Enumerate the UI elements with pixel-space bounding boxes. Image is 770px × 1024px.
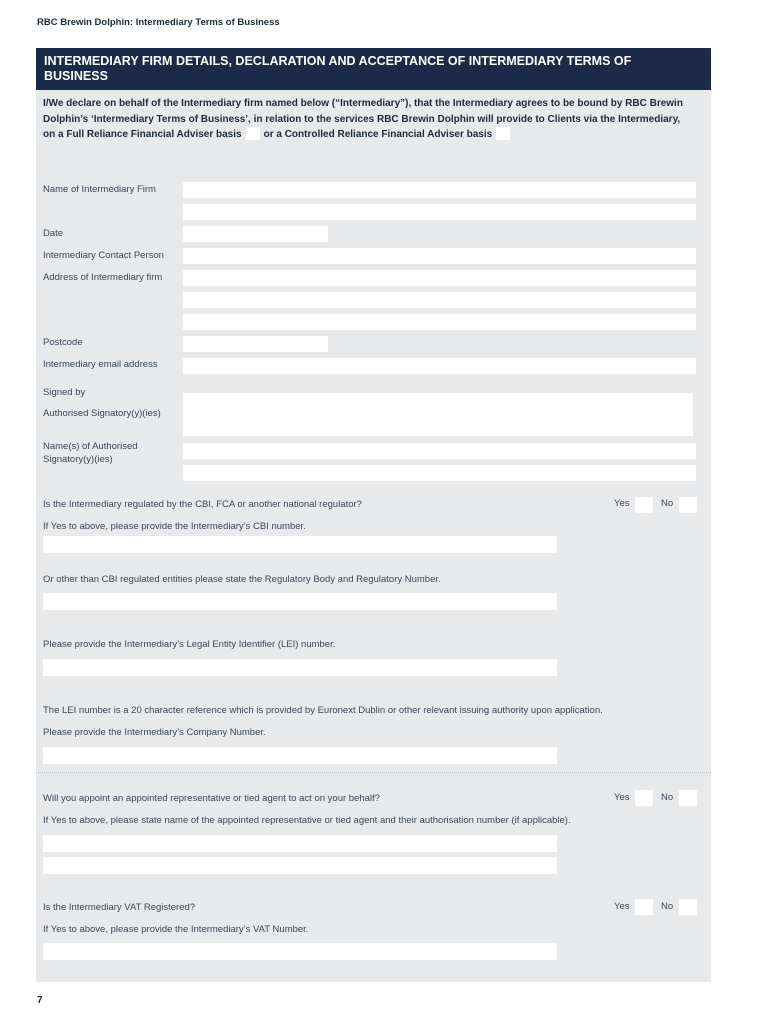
date-field[interactable] [183,226,328,242]
running-header: RBC Brewin Dolphin: Intermediary Terms of Business [37,17,280,28]
vat-yes-checkbox[interactable] [635,899,653,915]
regulated-yes-checkbox[interactable] [635,497,653,513]
vat-no-checkbox[interactable] [679,899,697,915]
email-label: Intermediary email address [43,359,158,370]
email-field[interactable] [183,358,696,374]
company-number-label: Please provide the Intermediary’s Company Number. [43,727,266,738]
regulatory-body-label: Or other than CBI regulated entities please state the Regulatory Body and Regulatory Number. [43,574,441,585]
vat-number-label: If Yes to above, please provide the Intermediary’s VAT Number. [43,924,309,935]
full-reliance-checkbox[interactable] [246,127,260,140]
form-panel [36,48,711,982]
authorised-names-label: Name(s) of Authorised Signatory(y)(ies) [43,441,138,465]
vat-question: Is the Intermediary VAT Registered? [43,902,196,913]
firm-name-field[interactable] [183,182,696,198]
regulated-question: Is the Intermediary regulated by the CBI, FCA or another national regulator? [43,499,362,510]
authorised-signatory-label: Authorised Signatory(y)(ies) [43,408,161,419]
regulatory-body-field[interactable] [43,593,557,610]
full-reliance-label: on a Full Reliance Financial Adviser basis [43,129,242,141]
address-label: Address of Intermediary firm [43,272,163,283]
vat-yes-label: Yes [614,901,630,912]
address-field-line-1[interactable] [183,270,696,286]
section-banner [36,48,711,90]
regulated-yes-label: Yes [614,498,630,509]
section-divider [36,772,711,773]
authorised-names-field-line-1[interactable] [183,443,696,459]
company-number-field[interactable] [43,747,557,764]
appointed-rep-field-line-2[interactable] [43,857,557,874]
vat-number-field[interactable] [43,943,557,960]
firm-name-field-line-2[interactable] [183,204,696,220]
declaration-body: I/We declare on behalf of the Intermediary firm named below (“Intermediary”), that the Intermediary agrees to be bound by RBC Brewin Dolphin’s ‘Intermediary Terms of Business’, in relation to the services RBC Brewin Dolphin will provide to Clients via the Intermediary, [43,98,683,125]
lei-field[interactable] [43,659,557,676]
appointed-rep-field-line-1[interactable] [43,835,557,852]
authorised-names-field-line-2[interactable] [183,465,696,481]
firm-name-label: Name of Intermediary Firm [43,184,156,195]
appointed-rep-yes-checkbox[interactable] [635,790,653,806]
signature-field[interactable] [183,393,693,436]
vat-no-label: No [661,901,674,912]
appointed-rep-question: Will you appoint an appointed representative or tied agent to act on your behalf? [43,793,380,804]
address-field-line-2[interactable] [183,292,696,308]
contact-person-label: Intermediary Contact Person [43,250,164,261]
controlled-reliance-checkbox[interactable] [496,127,510,140]
appointed-rep-yes-label: Yes [614,792,630,803]
controlled-reliance-label: or a Controlled Reliance Financial Adviser basis [263,129,493,141]
appointed-rep-no-checkbox[interactable] [679,790,697,806]
declaration-text [43,96,703,143]
address-field-line-3[interactable] [183,314,696,330]
section-title: INTERMEDIARY FIRM DETAILS, DECLARATION AND ACCEPTANCE OF INTERMEDIARY TERMS OF BUSINESS [44,54,632,83]
postcode-label: Postcode [43,337,83,348]
signed-by-label: Signed by [43,387,86,398]
regulated-no-checkbox[interactable] [679,497,697,513]
lei-note: The LEI number is a 20 character reference which is provided by Euronext Dublin or other relevant issuing authority upon application. [43,705,603,716]
regulated-no-label: No [661,498,674,509]
postcode-field[interactable] [183,336,328,352]
date-label: Date [43,228,64,239]
lei-label: Please provide the Intermediary’s Legal Entity Identifier (LEI) number. [43,639,336,650]
cbi-number-label: If Yes to above, please provide the Intermediary’s CBI number. [43,521,306,532]
cbi-number-field[interactable] [43,536,557,553]
appointed-rep-name-label: If Yes to above, please state name of the appointed representative or tied agent and their authorisation number (if applicable). [43,815,571,826]
page-number: 7 [37,995,43,1006]
appointed-rep-no-label: No [661,792,674,803]
contact-person-field[interactable] [183,248,696,264]
